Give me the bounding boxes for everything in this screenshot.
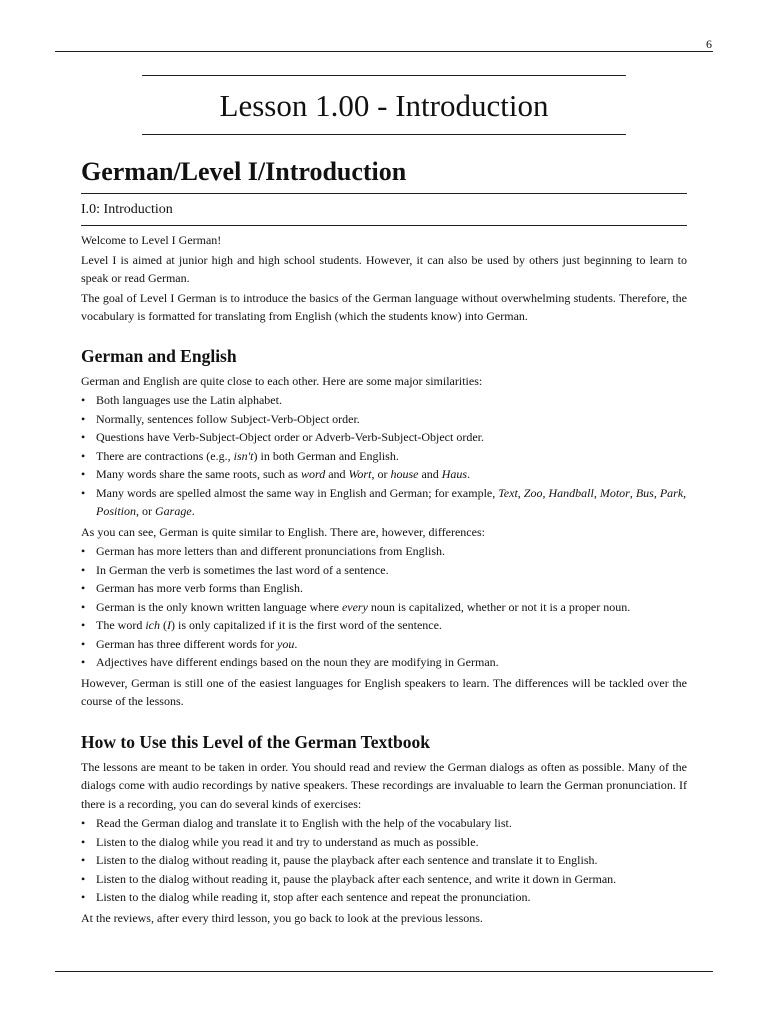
intro-paragraph: The goal of Level I German is to introduce the basics of the German language without overwhelming students. Therefore, the vocabulary is formatted for translating from English (which the students know) into German.	[81, 290, 687, 323]
header-rule	[55, 51, 713, 52]
intro-paragraph: Welcome to Level I German!	[81, 233, 222, 247]
list-item: • Many words share the same roots, such as word and Wort, or house and Haus.	[81, 465, 687, 484]
subheading-rule	[81, 225, 687, 226]
list-item: • In German the verb is sometimes the last word of a sentence.	[81, 561, 687, 580]
page-content	[81, 155, 687, 928]
list-item: • Listen to the dialog without reading it, pause the playback after each sentence and translate it to English.	[81, 851, 687, 870]
list-item: • Questions have Verb-Subject-Object order or Adverb-Verb-Subject-Object order.	[81, 428, 687, 447]
list-item: • German is the only known written language where every noun is capitalized, whether or not it is a proper noun.	[81, 598, 687, 617]
list-item: • Listen to the dialog without reading it, pause the playback after each sentence, and write it down in German.	[81, 870, 687, 889]
list-item: • Both languages use the Latin alphabet.	[81, 391, 687, 410]
list-item: • Normally, sentences follow Subject-Verb-Object order.	[81, 410, 687, 429]
footer-rule	[55, 971, 713, 972]
differences-list	[81, 542, 687, 672]
similarities-lead: German and English are quite close to each other. Here are some major similarities:	[81, 373, 483, 388]
list-item: • There are contractions (e.g., isn't) in both German and English.	[81, 447, 687, 466]
list-item: • Adjectives have different endings based on the noun they are modifying in German.	[81, 653, 687, 672]
differences-lead: As you can see, German is quite similar to English. There are, however, differences:	[81, 524, 485, 539]
list-item: • The word ich (I) is only capitalized if it is the first word of the sentence.	[81, 616, 687, 635]
title-top-rule	[142, 75, 626, 76]
exercises-list	[81, 814, 687, 907]
section-heading-how-to-use: How to Use this Level of the German Textbook	[81, 731, 431, 752]
intro-paragraph: Level I is aimed at junior high and high school students. However, it can also be used by others just beginning to learn to speak or read German.	[81, 252, 687, 285]
list-item: • German has more letters than and different pronunciations from English.	[81, 542, 687, 561]
list-item: • German has more verb forms than English.	[81, 579, 687, 598]
similarities-list	[81, 391, 687, 521]
list-item: • Listen to the dialog while reading it, stop after each sentence and repeat the pronunciation.	[81, 888, 687, 907]
how-to-lead: The lessons are meant to be taken in order. You should read and review the German dialogs as often as possible. Many of the dialogs come with audio recordings by native speakers. These recordings are invaluable to learn the German pronunciation. If there is a recording, you can do several kinds of exercises:	[81, 759, 687, 811]
list-item: • Listen to the dialog while you read it and try to understand as much as possible.	[81, 833, 687, 852]
section-closing-paragraph: However, German is still one of the easiest languages for English speakers to learn. The differences will be tackled over the course of the lessons.	[81, 675, 687, 708]
lesson-title: Lesson 1.00 - Introduction	[219, 88, 549, 123]
section-subheading: I.0: Introduction	[81, 202, 173, 217]
how-to-closing: At the reviews, after every third lesson, you go back to look at the previous lessons.	[81, 910, 483, 925]
list-item: • Read the German dialog and translate it to English with the help of the vocabulary list.	[81, 814, 687, 833]
list-item: • Many words are spelled almost the same way in English and German; for example, Text, Zoo, Handball, Motor, Bus, Park, Position, or Garage.	[81, 484, 687, 521]
page-number: 6	[706, 37, 712, 51]
title-bottom-rule	[142, 134, 626, 135]
main-heading: German/Level I/Introduction	[81, 157, 407, 186]
list-item: • German has three different words for you.	[81, 635, 687, 654]
section-heading-german-english: German and English	[81, 345, 237, 366]
